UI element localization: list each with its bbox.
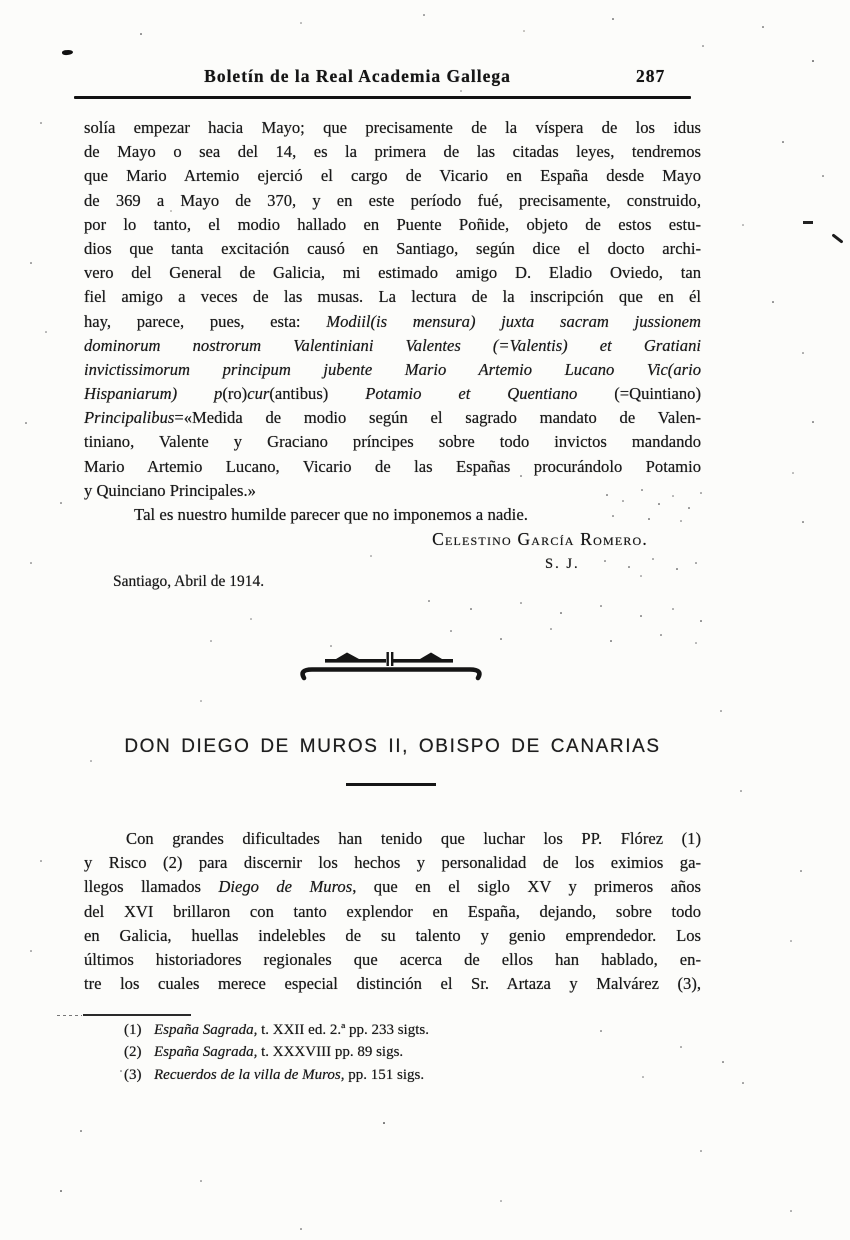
text-line: Hispaniarum) p(ro)cur(antibus) Potamio et Quentiano (=Quintiano) (84, 384, 701, 404)
text-line: tiniano, Valente y Graciano príncipes sobre todo invictos mandando (84, 432, 701, 452)
ink-mark (831, 233, 843, 243)
text-line: por lo tanto, el modio hallado en Puente Poñide, objeto de estos estu- (84, 214, 701, 234)
article-heading: DON DIEGO DE MUROS II, OBISPO DE CANARIAS (124, 736, 661, 757)
text-line: llegos llamados Diego de Muros, que en el siglo XV y primeros años (84, 877, 702, 897)
footnotes (84, 1019, 701, 1086)
text-line: vero del General de Galicia, mi estimado amigo D. Eladio Oviedo, tan (84, 263, 701, 283)
section-divider-ornament (296, 649, 486, 683)
page-header (84, 66, 701, 92)
text-line: Con grandes dificultades han tenido que luchar los PP. Flórez (1) (126, 829, 701, 848)
dateline: Santiago, Abril de 1914. (113, 573, 265, 590)
footnote (84, 1064, 701, 1086)
text-line: hay, parece, pues, esta: Modiil(is mensura) juxta sacram jussionem (84, 311, 701, 331)
footnote-text: España Sagrada, t. XXXVIII pp. 89 sigs. (154, 1044, 404, 1061)
author-signature: Celestino García Romero. (432, 529, 648, 549)
ink-mark (803, 221, 813, 224)
text-line: últimos historiadores regionales que acerca de ellos han hablado, en- (84, 949, 701, 969)
article1-paragraph (84, 116, 701, 503)
text-line: dios que tanta excitación causó en Santiago, según dice el docto archi- (84, 238, 701, 258)
footnote (84, 1019, 701, 1041)
text-line: Principalibus=«Medida de modio según el sagrado mandato de Valen- (84, 408, 701, 428)
footnote-rule-dashes (57, 1015, 82, 1016)
footnote-number: (2) (124, 1044, 142, 1061)
text-line: dominorum nostrorum Valentiniani Valentes (=Valentis) et Gratiani (84, 335, 701, 355)
text-line: de 369 a Mayo de 370, y en este período fué, precisamente, construido, (84, 190, 701, 210)
journal-title: Boletín de la Real Academia Gallega (204, 66, 511, 86)
text-line: tre los cuales merece especial distinción el Sr. Artaza y Malvárez (3), (84, 974, 701, 994)
scan-noise (0, 0, 2, 2)
footnote-text: España Sagrada, t. XXII ed. 2.ª pp. 233 sigts. (154, 1022, 429, 1038)
text-line: y Quinciano Principales.» (84, 480, 256, 500)
text-line: fiel amigo a veces de las musas. La lectura de la inscripción que en él (84, 287, 701, 307)
footnote-rule (83, 1014, 191, 1016)
text-line: que Mario Artemio ejerció el cargo de Vicario en España desde Mayo (84, 166, 701, 186)
text-line: de Mayo o sea del 14, es la primera de las citadas leyes, tendremos (84, 142, 701, 162)
text-line: y Risco (2) para discernir los hechos y personalidad de los eximios ga- (84, 853, 701, 873)
footnote-number: (1) (124, 1022, 142, 1038)
closing-line: Tal es nuestro humilde parecer que no imponemos a nadie. (134, 505, 528, 524)
ink-blot (62, 49, 73, 55)
page-number: 287 (636, 66, 666, 86)
text-line: del XVI brillaron con tanto explendor en España, dejando, sobre todo (84, 901, 701, 921)
footnote-number: (3) (124, 1066, 142, 1083)
article2-paragraph (84, 827, 701, 996)
signature-order-suffix: S. J. (545, 556, 580, 572)
text-line: solía empezar hacia Mayo; que precisamente de la víspera de los idus (84, 118, 701, 137)
heading-rule (346, 783, 436, 786)
header-rule (74, 96, 691, 99)
text-line: Mario Artemio Lucano, Vicario de las Españas procurándolo Potamio (84, 456, 701, 476)
text-line: invictissimorum principum jubente Mario Artemio Lucano Vic(ario (84, 359, 701, 379)
footnote-text: Recuerdos de la villa de Muros, pp. 151 sigs. (154, 1066, 425, 1083)
footnote (84, 1041, 701, 1063)
text-line: en Galicia, huellas indelebles de su talento y genio emprendedor. Los (84, 925, 701, 945)
